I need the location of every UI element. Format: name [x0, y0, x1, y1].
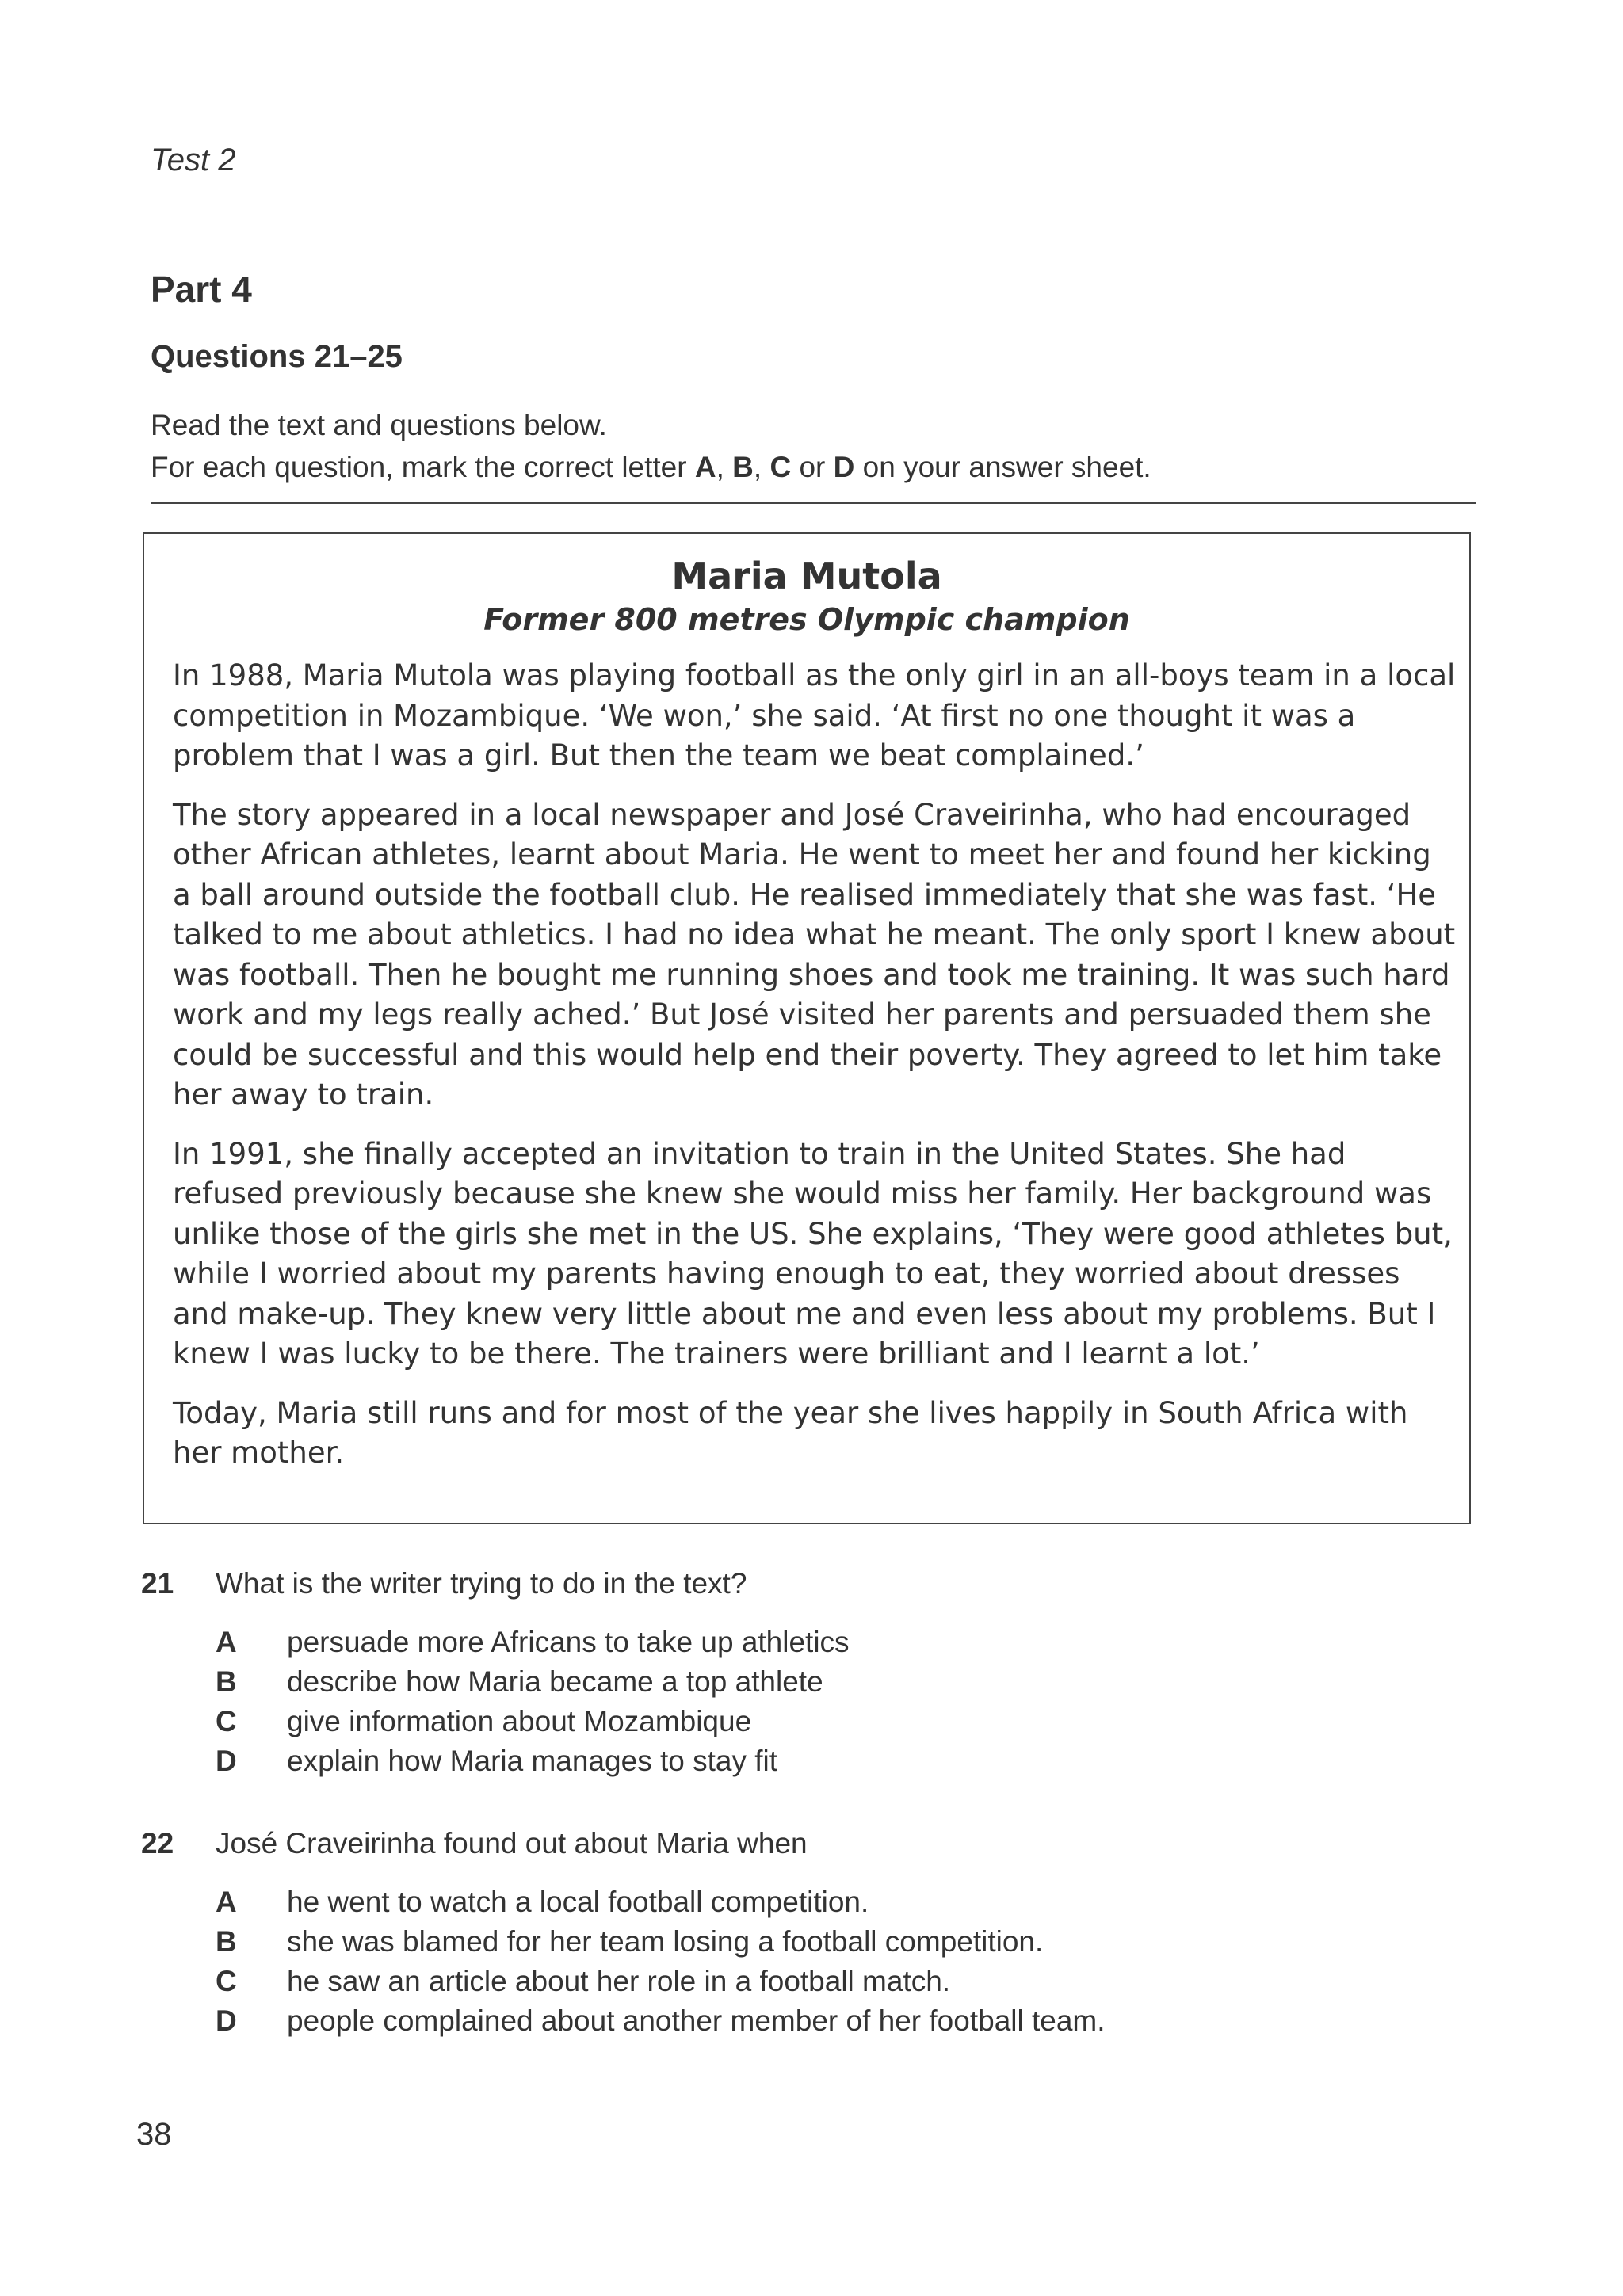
option-text: explain how Maria manages to stay fit [287, 1745, 778, 1777]
letter-a: A [694, 451, 716, 483]
questions-range: Questions 21–25 [151, 339, 403, 374]
instructions [151, 404, 1151, 488]
question-stem: José Craveirinha found out about Maria when [216, 1827, 808, 1859]
option-text: she was blamed for her team losing a football competition. [287, 1925, 1044, 1958]
option-text: persuade more Africans to take up athletics [287, 1626, 850, 1658]
letter-b: B [732, 451, 754, 483]
option-letter: A [216, 1626, 237, 1658]
answer-options [216, 1626, 1404, 1784]
option-letter: D [216, 2004, 237, 2037]
option-text: describe how Maria became a top athlete [287, 1665, 823, 1698]
option-b[interactable] [216, 1665, 1404, 1705]
option-c[interactable] [216, 1705, 1404, 1745]
part-title: Part 4 [151, 269, 252, 310]
letter-d: D [833, 451, 855, 483]
instruction-line-2: For each question, mark the correct letter A, B, C or D on your answer sheet. [151, 451, 1151, 483]
option-text: he went to watch a local football competition. [287, 1886, 869, 1918]
option-d[interactable] [216, 2004, 1404, 2044]
question-number: 21 [141, 1567, 174, 1600]
article-box [143, 532, 1471, 1524]
article-paragraph: In 1991, she finally accepted an invitation to train in the United States. She had refused previously because she knew she would miss her family. Her background was unlike those of the girls she met in the US. She explains, ‘They were good athletes but, while I worried about my parents having enough to eat, they worried about dresses and make-up. They knew very little about me and even less about my problems. But I knew I was lucky to be there. The trainers were brilliant and I learnt a lot.’ [173, 1136, 1453, 1371]
option-letter: B [216, 1925, 237, 1958]
section-divider [151, 502, 1476, 504]
option-d[interactable] [216, 1745, 1404, 1784]
article-subtitle: Former 800 metres Olympic champion [483, 602, 1130, 637]
option-letter: C [216, 1965, 237, 1997]
instruction-line-1: Read the text and questions below. [151, 409, 607, 441]
option-letter: D [216, 1745, 237, 1777]
running-head: Test 2 [151, 143, 236, 177]
option-text: he saw an article about her role in a football match. [287, 1965, 951, 1997]
option-text: give information about Mozambique [287, 1705, 752, 1737]
article-paragraph: Today, Maria still runs and for most of the year she lives happily in South Africa with her mother. [173, 1395, 1408, 1470]
article-title: Maria Mutola [671, 555, 942, 597]
option-letter: C [216, 1705, 237, 1737]
article-paragraph: The story appeared in a local newspaper and José Craveirinha, who had encouraged other African athletes, learnt about Maria. He went to meet her and found her kicking a ball around outside the football club. He realised immediately that she was fast. ‘He talked to me about athletics. I had no idea what he meant. The only sport I knew about was football. Then he bought me running shoes and took me training. It was such hard work and my legs really ached.’ But José visited her parents and persuaded them she could be successful and this would help end their poverty. They agreed to let him take her away to train. [173, 797, 1456, 1112]
letter-c: C [769, 451, 792, 483]
page-number: 38 [136, 2117, 172, 2152]
answer-options [216, 1886, 1404, 2044]
option-b[interactable] [216, 1925, 1404, 1965]
option-a[interactable] [216, 1626, 1404, 1665]
option-letter: B [216, 1665, 237, 1698]
question-stem: What is the writer trying to do in the text? [216, 1567, 747, 1600]
option-c[interactable] [216, 1965, 1404, 2004]
option-a[interactable] [216, 1886, 1404, 1925]
option-letter: A [216, 1886, 237, 1918]
article-body [173, 656, 1457, 1493]
article-paragraph: In 1988, Maria Mutola was playing football as the only girl in an all-boys team in a local competition in Mozambique. ‘We won,’ she said. ‘At first no one thought it was a problem that I was a girl. But then the team we beat complained.’ [173, 658, 1456, 772]
question-number: 22 [141, 1827, 174, 1859]
option-text: people complained about another member of her football team. [287, 2004, 1106, 2037]
